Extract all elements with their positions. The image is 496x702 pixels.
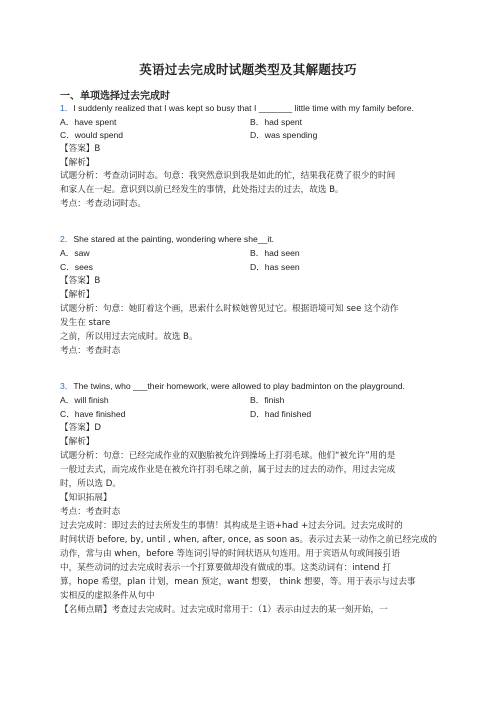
option-d: D．has seen — [250, 262, 300, 272]
option-a: A．have spent — [60, 117, 117, 127]
question-number: 3． — [60, 381, 74, 391]
option-c: C．would spend — [60, 130, 124, 140]
option-d: D．had finished — [250, 409, 312, 419]
point-text: 考点：考查时态 — [60, 346, 121, 356]
option-b: B．finish — [250, 395, 285, 405]
point-text: 考点：考查动词时态。 — [60, 199, 146, 209]
extension-text: 实相反的虚拟条件从句中 — [60, 591, 155, 601]
question-3 — [60, 380, 405, 392]
document-title: 英语过去完成时试题类型及其解题技巧 — [139, 62, 357, 77]
teacher-tip-text: 【名师点睛】考查过去完成时。过去完成时常用于：（1）表示由过去的某一刻开始，一 — [60, 605, 388, 615]
analysis-text: 发生在 stare — [60, 318, 111, 328]
question-stem: She stared at the painting, wondering where she__it. — [73, 234, 275, 244]
answer: 【答案】D — [60, 423, 101, 433]
option-c: C．have finished — [60, 409, 126, 419]
option-d: D．was spending — [250, 130, 318, 140]
option-a: A．saw — [60, 248, 90, 258]
point-text: 考点：考查时态 — [60, 507, 121, 517]
analysis-label: 【解析】 — [60, 437, 95, 447]
analysis-label: 【解析】 — [60, 290, 95, 300]
option-c: C．sees — [60, 262, 93, 272]
option-b: B．had spent — [250, 117, 303, 127]
extension-text: 过去完成时：即过去的过去所发生的事情！其构成是主语+had +过去分词。过去完成时的 — [60, 521, 403, 531]
section-heading: 一、单项选择过去完成时 — [60, 91, 170, 102]
question-number: 1． — [60, 103, 74, 113]
analysis-text: 时，所以选 D。 — [60, 479, 121, 489]
analysis-label: 【解析】 — [60, 158, 95, 168]
answer: 【答案】B — [60, 276, 101, 286]
extension-text: 时间状语 before, by, until , when, after, once, as soon as。表示过去某一动作之前已经完成的 — [60, 535, 438, 545]
analysis-text: 试题分析：句意：已经完成作业的双胞胎被允许到操场上打羽毛球。他们“被允许”用的是 — [60, 451, 396, 461]
analysis-text: 一般过去式，而完成作业是在被允许打羽毛球之前，属于过去的过去的动作，用过去完成 — [60, 465, 396, 475]
extension-text: 动作，常与由 when，before 等连词引导的时间状语从句连用。用于宾语从句或间接引语 — [60, 549, 400, 559]
answer: 【答案】B — [60, 144, 101, 154]
extension-text: 算，hope 希望，plan 计划，mean 预定，want 想要， think 想要，等。用于表示与过去事 — [60, 577, 416, 587]
question-2 — [60, 233, 274, 245]
analysis-text: 之前，所以用过去完成时。故选 B。 — [60, 332, 198, 342]
question-1 — [60, 102, 414, 114]
option-a: A．will finish — [60, 395, 109, 405]
question-stem: The twins, who ___their homework, were allowed to play badminton on the playground. — [73, 381, 405, 391]
extension-text: 中，某些动词的过去完成时表示一个打算要做却没有做成的事。这类动词有：intend 打 — [60, 563, 391, 573]
analysis-text: 试题分析：考查动词时态。句意：我突然意识到我是如此的忙，结果我花费了很少的时间 — [60, 171, 396, 181]
question-number: 2． — [60, 234, 74, 244]
question-stem: I suddenly realized that I was kept so busy that I _______ little time with my family before. — [73, 103, 414, 113]
analysis-text: 和家人在一起。意识到以前已经发生的事情，此处指过去的过去，故选 B。 — [60, 185, 344, 195]
analysis-text: 试题分析：句意：她盯着这个画，思索什么时候她曾见过它。根据语境可知 see 这个动作 — [60, 304, 399, 314]
option-b: B．had seen — [250, 248, 300, 258]
knowledge-ext-label: 【知识拓展】 — [60, 493, 112, 503]
